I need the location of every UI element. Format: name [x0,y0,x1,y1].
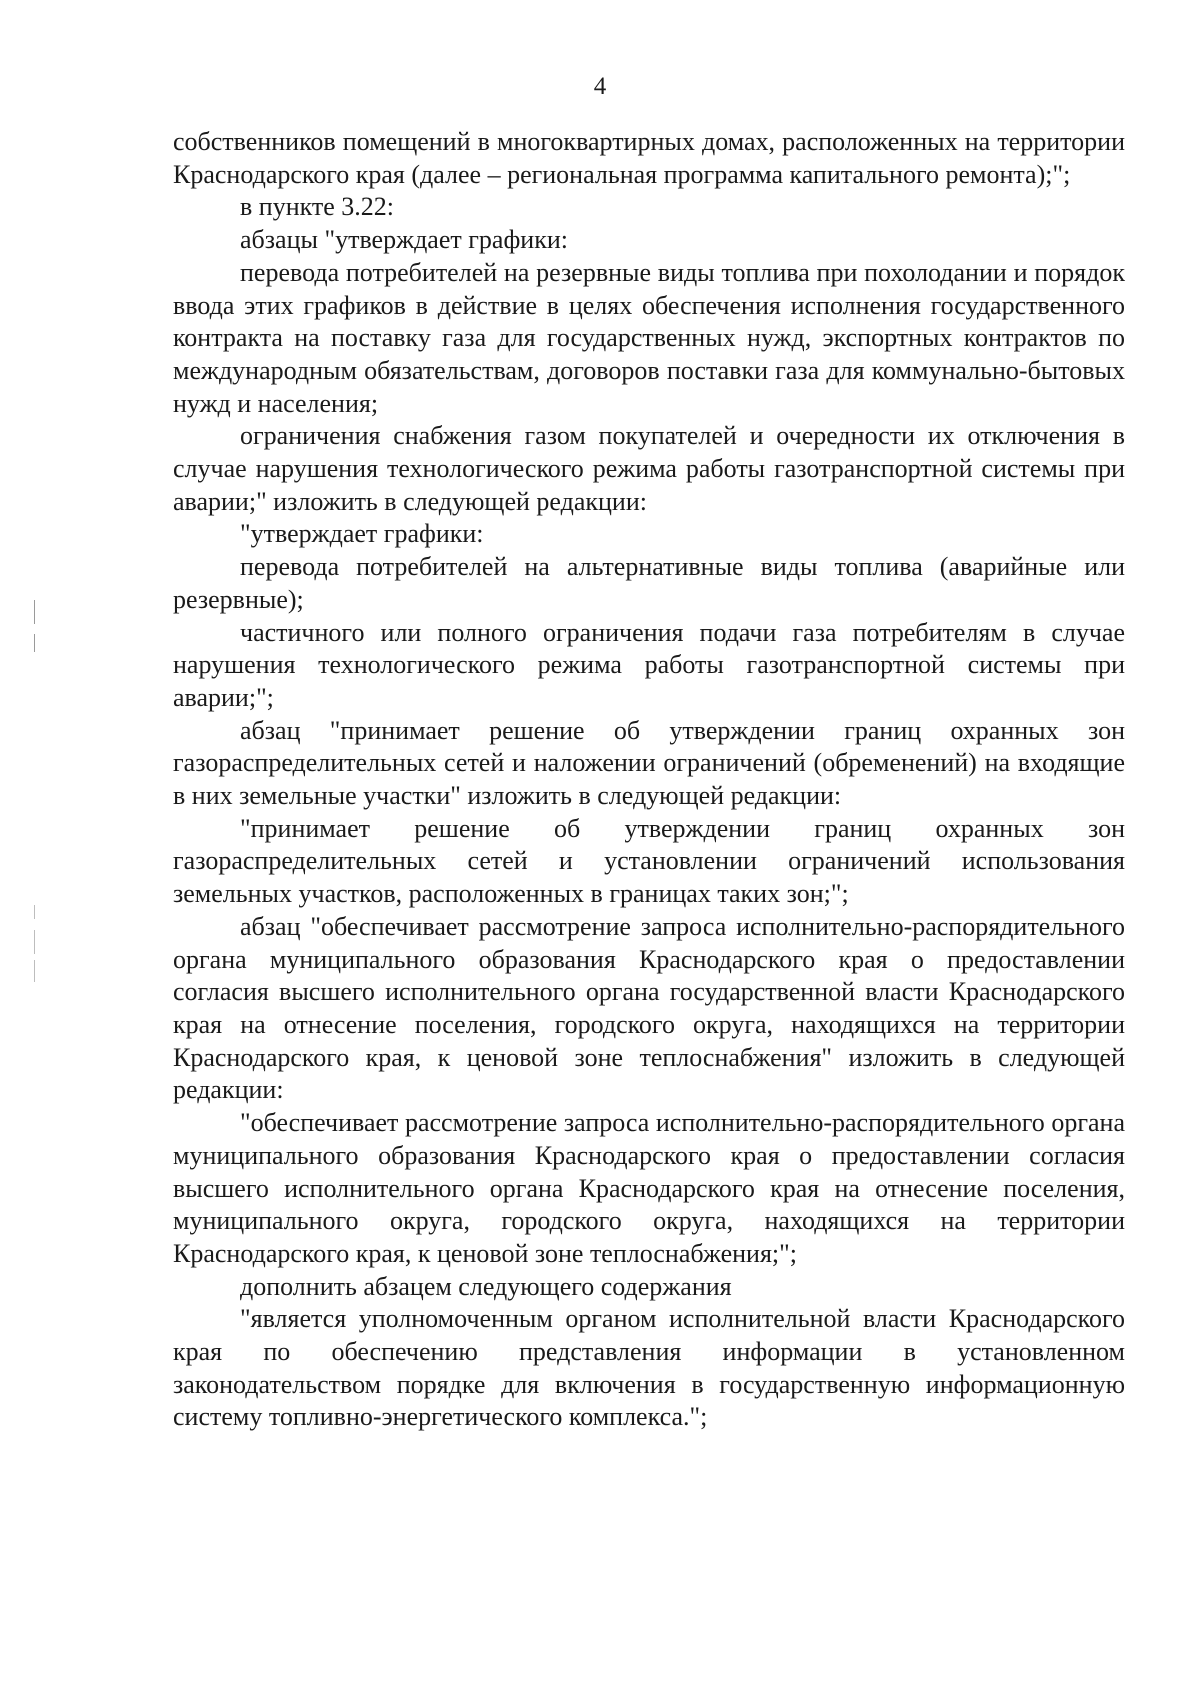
margin-mark [34,634,35,652]
paragraph-old-heat-supply: абзац "обеспечивает рассмотрение запроса исполнительно-распорядительного органа муниципального образования Краснодарского края о предоставлении согласия высшего исполнительного органа государственной власти Краснодарского края на отнесение поселения, городского округа, находящихся на территории Краснодарского края, к ценовой зоне теплоснабжения" изложить в следующей редакции: [173,911,1125,1105]
paragraph-old-protection-zones: абзац "принимает решение об утверждении границ охранных зон газораспределительных сетей и наложении ограничений (обременений) на входящие в них земельные участки" изложить в следующей редакции: [173,715,1125,811]
paragraph-clause-3-22: в пункте 3.22: [240,192,395,222]
margin-mark [34,905,35,919]
paragraph-old-schedules-heading: абзацы "утверждает графики: [240,225,568,255]
paragraph-new-alternative-fuel: перевода потребителей на альтернативные виды топлива (аварийные или резервные); [173,552,1125,614]
paragraph-supplement-intro: дополнить абзацем следующего содержания [240,1271,732,1301]
paragraph-continuation: собственников помещений в многоквартирных домах, расположенных на территории Краснодарского края (далее – региональная программа капитального ремонта);"; [173,127,1125,189]
paragraph-supplement-text: "является уполномоченным органом исполнительной власти Краснодарского края по обеспечению представления информации в установленном законодательством порядке для включения в государственную информационную систему топливно-энергетического комплекса."; [173,1304,1125,1432]
margin-mark [34,930,35,954]
margin-mark [34,960,35,982]
margin-mark [34,600,35,624]
paragraph-new-protection-zones: "принимает решение об утверждении границ охранных зон газораспределительных сетей и установлении ограничений использования земельных участков, расположенных в границах таких зон;"; [173,813,1125,909]
paragraph-new-schedules-heading: "утверждает графики: [240,519,484,549]
document-body [173,126,1125,1434]
paragraph-new-gas-limits: частичного или полного ограничения подачи газа потребителям в случае нарушения технологического режима работы газотранспортной системы при аварии;"; [173,617,1125,712]
paragraph-old-reserve-fuel: перевода потребителей на резервные виды топлива при похолодании и порядок ввода этих графиков в действие в целях обеспечения исполнения государственного контракта на поставку газа для государственных нужд, экспортных контрактов по международным обязательствам, договоров поставки газа для коммунально-бытовых нужд и населения; [173,257,1125,418]
paragraph-new-heat-supply: "обеспечивает рассмотрение запроса исполнительно-распорядительного органа муниципального образования Краснодарского края о предоставлении согласия высшего исполнительного органа Краснодарского края на отнесение поселения, муниципального округа, городского округа, находящихся на территории Краснодарского края, к ценовой зоне теплоснабжения;"; [173,1108,1125,1268]
paragraph-old-gas-limits: ограничения снабжения газом покупателей и очередности их отключения в случае нарушения технологического режима работы газотранспортной системы при аварии;" изложить в следующей редакции: [173,421,1125,516]
page-number: 4 [593,73,607,100]
